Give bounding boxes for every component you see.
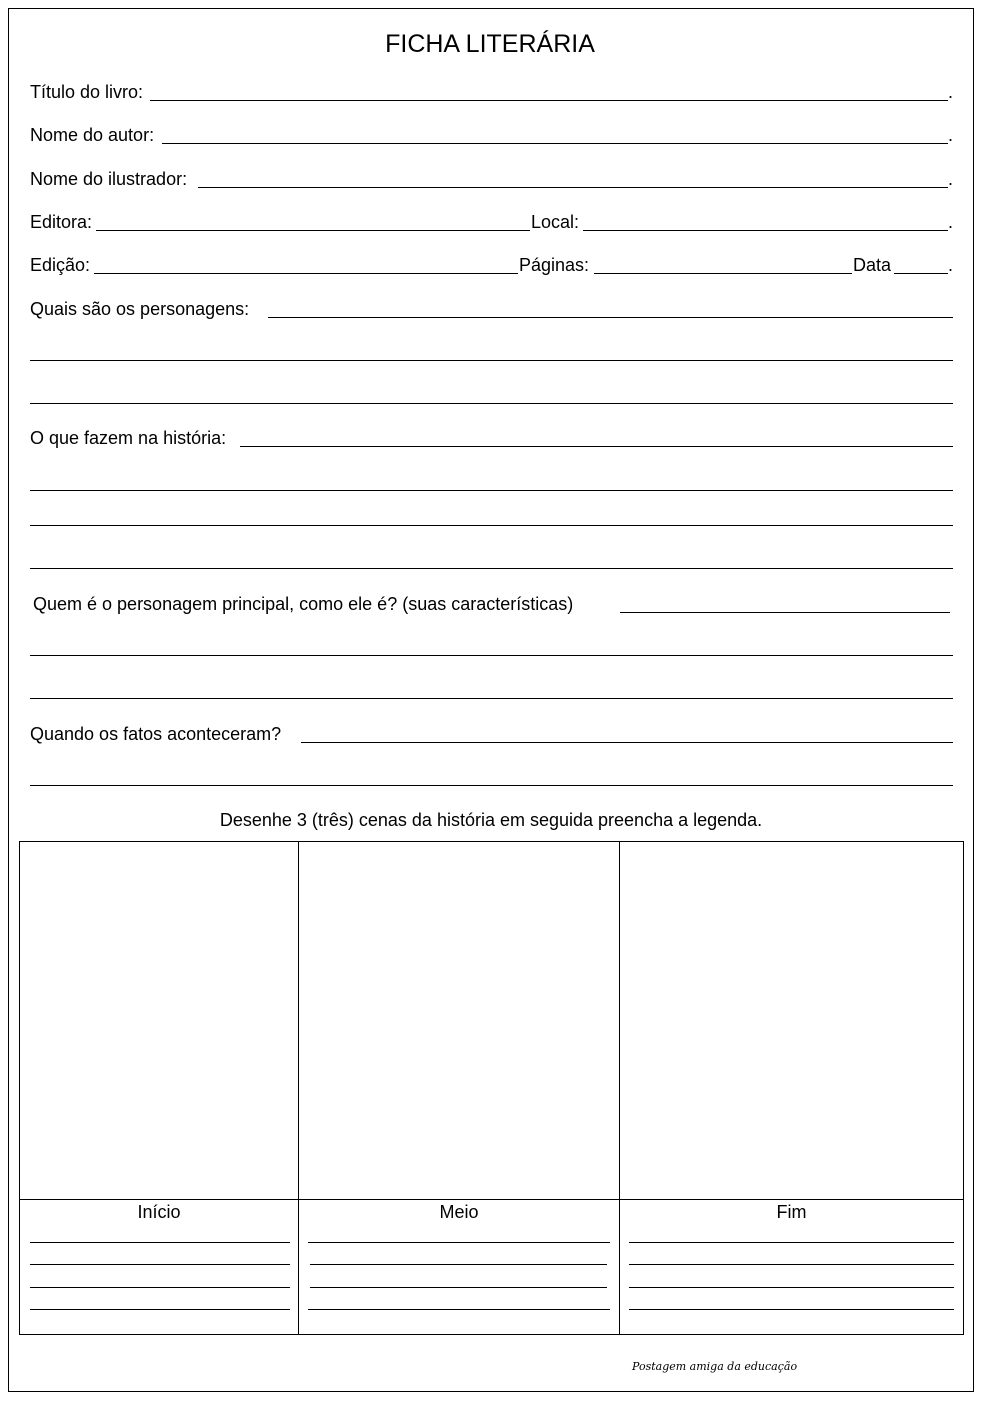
drawing-instruction: Desenhe 3 (três) cenas da história em seguida preencha a legenda. <box>219 810 763 830</box>
answer-line[interactable] <box>30 655 953 656</box>
question-personagens: Quais são os personagens: <box>30 299 250 319</box>
caption-line[interactable] <box>629 1309 954 1310</box>
field-edicao[interactable] <box>94 273 518 274</box>
label-ilustrador: Nome do ilustrador: <box>30 169 188 189</box>
answer-line[interactable] <box>30 403 953 404</box>
caption-line[interactable] <box>30 1309 290 1310</box>
drawing-area-inicio[interactable] <box>20 842 298 1199</box>
period: . <box>948 82 954 102</box>
scenes-table <box>19 841 964 1335</box>
period: . <box>948 169 954 189</box>
answer-line[interactable] <box>620 612 950 613</box>
caption-line[interactable] <box>310 1264 607 1265</box>
label-titulo: Título do livro: <box>30 82 144 102</box>
answer-line[interactable] <box>240 446 953 447</box>
field-data[interactable] <box>894 273 948 274</box>
caption-line[interactable] <box>629 1264 954 1265</box>
page-title: FICHA LITERÁRIA <box>385 30 595 58</box>
caption-fim: Fim <box>776 1202 807 1222</box>
answer-line[interactable] <box>30 525 953 526</box>
field-editora[interactable] <box>96 230 530 231</box>
period: . <box>948 255 954 275</box>
caption-line[interactable] <box>308 1242 610 1243</box>
caption-meio: Meio <box>439 1202 479 1222</box>
label-autor: Nome do autor: <box>30 125 155 145</box>
drawing-area-meio[interactable] <box>299 842 619 1199</box>
answer-line[interactable] <box>301 742 953 743</box>
answer-line[interactable] <box>30 698 953 699</box>
caption-line[interactable] <box>308 1309 610 1310</box>
field-local[interactable] <box>583 230 948 231</box>
label-edicao: Edição: <box>30 255 91 275</box>
label-paginas: Páginas: <box>519 255 590 275</box>
field-ilustrador[interactable] <box>198 187 948 188</box>
caption-line[interactable] <box>30 1287 290 1288</box>
answer-line[interactable] <box>30 568 953 569</box>
question-quando: Quando os fatos aconteceram? <box>30 724 282 744</box>
footer-credit: Postagem amiga da educação <box>632 1360 798 1373</box>
label-local: Local: <box>531 212 580 232</box>
row-divider <box>20 1199 963 1200</box>
caption-line[interactable] <box>30 1242 290 1243</box>
question-fazem: O que fazem na história: <box>30 428 227 448</box>
caption-line[interactable] <box>629 1287 954 1288</box>
caption-line[interactable] <box>30 1264 290 1265</box>
field-titulo[interactable] <box>150 100 948 101</box>
caption-inicio: Início <box>137 1202 181 1222</box>
answer-line[interactable] <box>268 317 953 318</box>
field-autor[interactable] <box>162 143 948 144</box>
answer-line[interactable] <box>30 490 953 491</box>
caption-line[interactable] <box>310 1287 607 1288</box>
caption-line[interactable] <box>629 1242 954 1243</box>
label-data: Data <box>853 255 892 275</box>
answer-line[interactable] <box>30 360 953 361</box>
period: . <box>948 212 954 232</box>
field-paginas[interactable] <box>594 273 852 274</box>
label-editora: Editora: <box>30 212 93 232</box>
drawing-area-fim[interactable] <box>620 842 963 1199</box>
answer-line[interactable] <box>30 785 953 786</box>
question-principal: Quem é o personagem principal, como ele é? (suas características) <box>33 594 574 614</box>
period: . <box>948 125 954 145</box>
